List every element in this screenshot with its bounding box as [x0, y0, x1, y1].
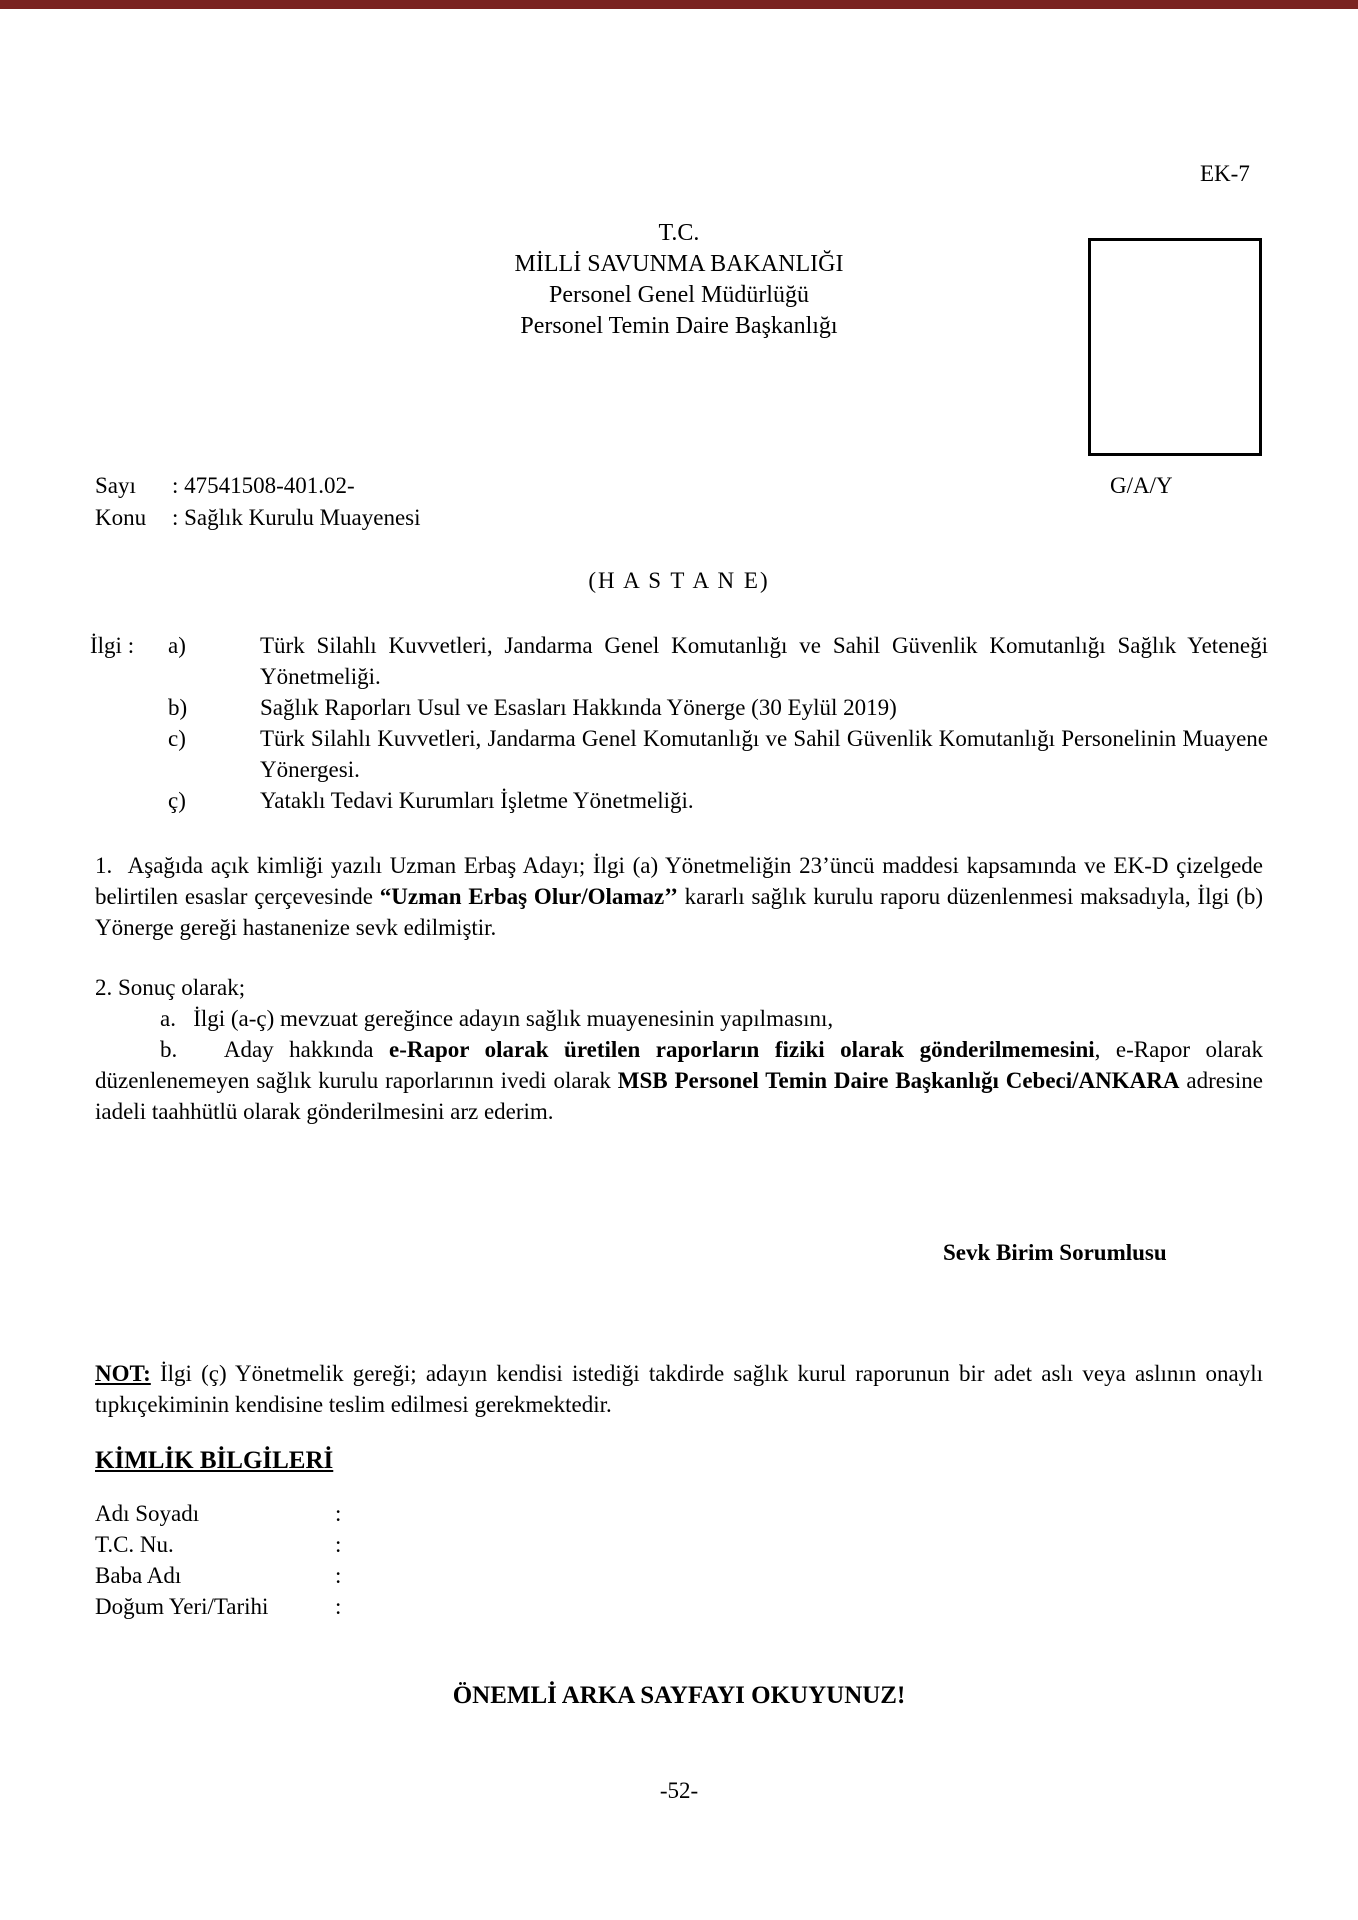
page-number: -52-	[659, 1778, 699, 1803]
paragraph-2a: a. İlgi (a-ç) mevzuat gereğince adayın sağlık muayenesinin yapılmasını,	[160, 1006, 834, 1031]
letterhead-state: T.C.	[658, 220, 700, 246]
paragraph-1: 1. Aşağıda açık kimliği yazılı Uzman Erbaş Adayı; İlgi (a) Yönetmeliğin 23’üncü maddesi kapsamında ve EK-D çizelgede belirtilen esaslar çerçevesinde “Uzman Erbaş Olur/Olamaz’’ kararlı sağlık kurulu raporu düzenlenmesi maksadıyla, İlgi (b) Yönerge gereği hastanenize sevk edilmiştir.	[95, 853, 1263, 940]
reference-text: Yataklı Tedavi Kurumları İşletme Yönetmeliği.	[260, 788, 694, 813]
letterhead-directorate: Personel Genel Müdürlüğü	[549, 282, 809, 308]
addressee-line: (H A S T A N E)	[588, 568, 770, 593]
letterhead-department: Personel Temin Daire Başkanlığı	[520, 313, 838, 339]
field-colon: :	[335, 1501, 342, 1526]
field-row-father-name	[95, 1560, 349, 1591]
field-colon: :	[335, 1532, 342, 1557]
reference-item	[90, 785, 1268, 816]
paragraph-2-intro: 2. Sonuç olarak;	[95, 975, 246, 1000]
reference-item	[90, 723, 1268, 785]
letterhead-ministry: MİLLİ SAVUNMA BAKANLIĞI	[514, 251, 844, 277]
note-paragraph: NOT: İlgi (ç) Yönetmelik gereği; adayın kendisi istediği takdirde sağlık kurul raporunun bir adet aslı veya aslının onaylı tıpkıçekiminin kendisine teslim edilmesi gerekmektedir.	[95, 1361, 1263, 1417]
signature-title: Sevk Birim Sorumlusu	[943, 1240, 1167, 1265]
top-edge-strip	[0, 0, 1358, 9]
reference-letter: b)	[168, 695, 188, 720]
reference-item	[90, 692, 1268, 723]
field-label: Adı Soyadı	[95, 1501, 200, 1526]
identity-section-heading: KİMLİK BİLGİLERİ	[95, 1447, 334, 1474]
konu-row	[95, 502, 421, 534]
field-colon: :	[335, 1594, 342, 1619]
reference-text: Sağlık Raporları Usul ve Esasları Hakkında Yönerge (30 Eylül 2019)	[260, 695, 897, 720]
field-row-name	[95, 1498, 349, 1529]
reference-letter: c)	[168, 726, 186, 751]
reference-text: Türk Silahlı Kuvvetleri, Jandarma Genel Komutanlığı ve Sahil Güvenlik Komutanlığı Personelinin Muayene Yönergesi.	[260, 726, 1268, 782]
sayi-label: Sayı	[95, 473, 136, 498]
field-label: Doğum Yeri/Tarihi	[95, 1594, 269, 1619]
reference-text: Türk Silahlı Kuvvetleri, Jandarma Genel Komutanlığı ve Sahil Güvenlik Komutanlığı Sağlık Yeteneği Yönetmeliği.	[260, 633, 1268, 689]
field-row-birth	[95, 1591, 349, 1622]
konu-value: : Sağlık Kurulu Muayenesi	[172, 505, 421, 530]
reference-letter: ç)	[168, 788, 186, 813]
sayi-value: : 47541508-401.02-	[172, 473, 355, 498]
field-colon: :	[335, 1563, 342, 1588]
photo-box	[1088, 238, 1262, 456]
identity-fields	[95, 1498, 349, 1622]
attachment-label: EK-7	[1200, 161, 1250, 186]
field-label: T.C. Nu.	[95, 1532, 174, 1557]
paragraph-2b: b. Aday hakkında e-Rapor olarak üretilen raporların fiziki olarak gönderilmemesini, e-Rapor olarak düzenlenemeyen sağlık kurulu raporlarının ivedi olarak MSB Personel Temin Daire Başkanlığı Cebeci/ANKARA adresine iadeli taahhütlü olarak gönderilmesini arz ederim.	[95, 1037, 1263, 1124]
important-notice: ÖNEMLİ ARKA SAYFAYI OKUYUNUZ!	[452, 1682, 906, 1709]
field-row-tc-number	[95, 1529, 349, 1560]
reference-item	[90, 630, 1268, 692]
gay-code: G/A/Y	[1110, 473, 1173, 498]
konu-label: Konu	[95, 505, 147, 530]
sayi-row	[95, 470, 421, 502]
ilgi-label: İlgi :	[90, 633, 135, 658]
paragraph-2	[95, 972, 1263, 1127]
document-meta	[95, 470, 421, 534]
references-block	[90, 630, 1268, 816]
field-label: Baba Adı	[95, 1563, 182, 1588]
reference-letter: a)	[168, 633, 186, 658]
